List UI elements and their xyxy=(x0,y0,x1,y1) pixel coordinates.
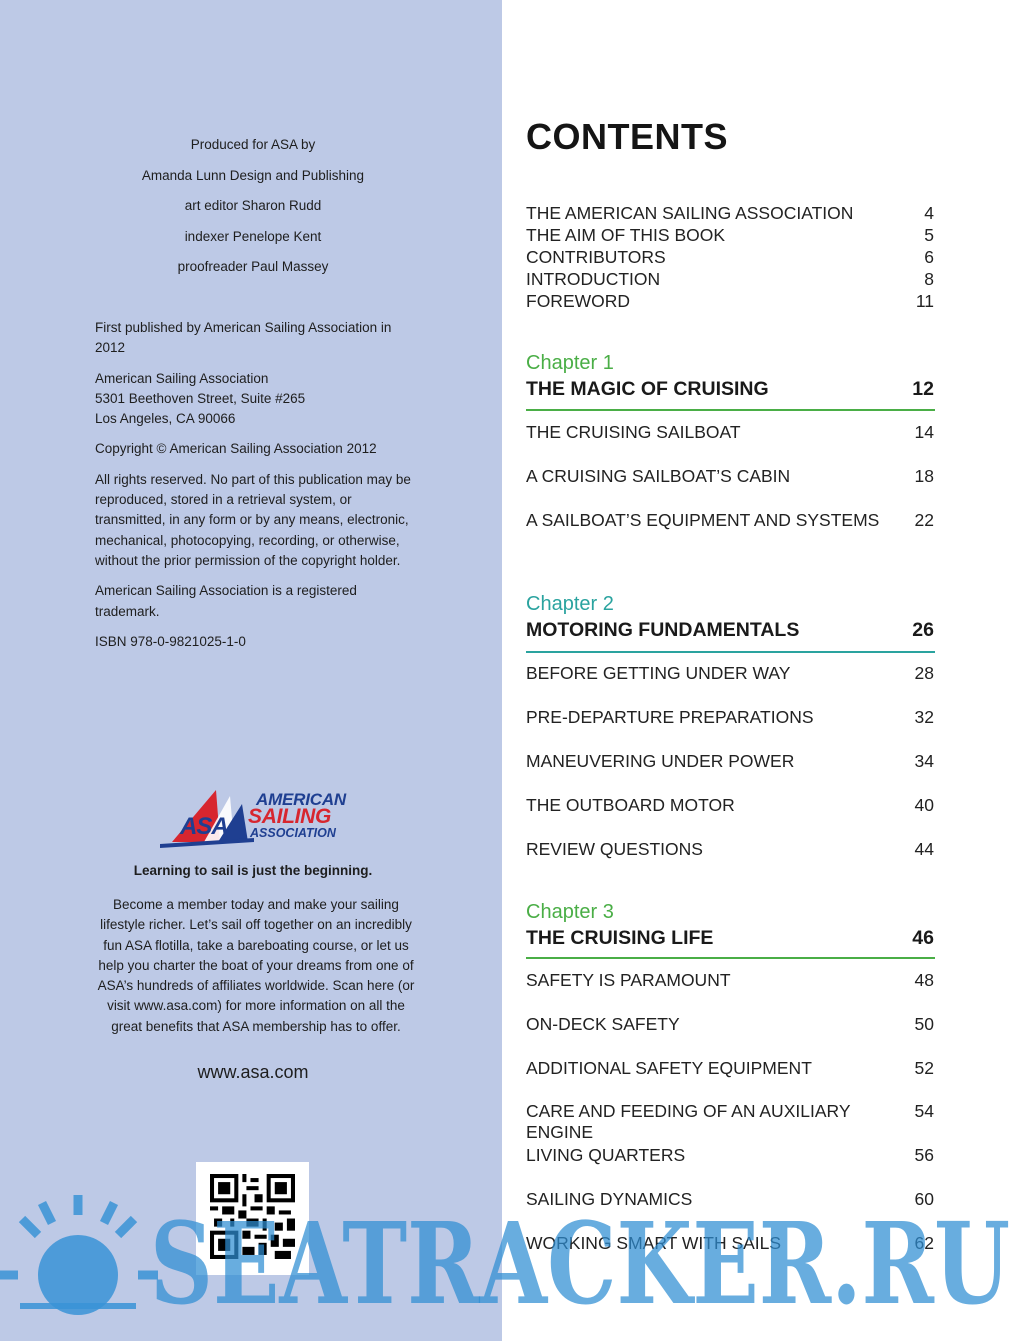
toc-entry-title: SAFETY IS PARAMOUNT xyxy=(526,970,731,990)
publication-info xyxy=(95,318,415,662)
toc-entry[interactable] xyxy=(526,839,934,860)
toc-entry-title: REVIEW QUESTIONS xyxy=(526,839,703,859)
chapter-page: 46 xyxy=(912,927,934,949)
toc-entry-page: 44 xyxy=(914,839,934,859)
toc-entry-page: 32 xyxy=(914,707,934,727)
chapter-page: 12 xyxy=(912,378,934,400)
toc-entry[interactable] xyxy=(526,1189,934,1210)
toc-item-title: THE AMERICAN SAILING ASSOCIATION xyxy=(526,203,854,223)
toc-entry[interactable] xyxy=(526,1145,934,1166)
toc-entry-title: THE CRUISING SAILBOAT xyxy=(526,422,741,442)
toc-entry-title: A CRUISING SAILBOAT’S CABIN xyxy=(526,466,791,486)
toc-entry-page: 40 xyxy=(914,795,934,815)
toc-entry-page: 28 xyxy=(914,663,934,683)
toc-entry[interactable] xyxy=(526,795,934,816)
logo-mark: ASA xyxy=(180,813,228,840)
qr-code-icon xyxy=(210,1174,295,1259)
toc-entry-title: CARE AND FEEDING OF AN AUXILIARY ENGINE xyxy=(526,1101,851,1142)
chapter-title: THE MAGIC OF CRUISING xyxy=(526,378,769,400)
toc-entry-title: ADDITIONAL SAFETY EQUIPMENT xyxy=(526,1058,812,1078)
address-line: Los Angeles, CA 90066 xyxy=(95,411,236,427)
credits-block xyxy=(30,130,476,283)
chapter-title: THE CRUISING LIFE xyxy=(526,927,714,949)
toc-entry-title: A SAILBOAT’S EQUIPMENT AND SYSTEMS xyxy=(526,510,880,530)
address-line: American Sailing Association xyxy=(95,370,269,386)
toc-entry-page: 18 xyxy=(914,466,934,486)
chapter-label: Chapter 1 xyxy=(526,352,614,374)
credit-art-editor: art editor Sharon Rudd xyxy=(184,198,322,213)
credit-produced: Produced for ASA by xyxy=(190,137,316,152)
chapter-title-row[interactable] xyxy=(526,927,934,956)
toc-entry-title: ON-DECK SAFETY xyxy=(526,1014,680,1034)
chapter-divider xyxy=(526,409,935,411)
toc-entry[interactable] xyxy=(526,422,934,443)
address-line: 5301 Beethoven Street, Suite #265 xyxy=(95,390,306,406)
credit-indexer: indexer Penelope Kent xyxy=(184,228,322,244)
chapter-title: MOTORING FUNDAMENTALS xyxy=(526,619,800,641)
toc-entry-title: LIVING QUARTERS xyxy=(526,1145,686,1165)
toc-item-page: 6 xyxy=(924,247,934,267)
toc-entry-page: 50 xyxy=(914,1014,934,1034)
toc-entry-page: 22 xyxy=(914,510,934,530)
chapter-label: Chapter 3 xyxy=(526,901,614,923)
toc-front-item[interactable] xyxy=(526,247,934,269)
promo-tagline: Learning to sail is just the beginning. xyxy=(133,863,373,878)
toc-entry[interactable] xyxy=(526,751,934,772)
rights-notice: All rights reserved. No part of this publication may be reproduced, stored in a retrieval system, or transmitted, in any form or by any means, electronic, mechanical, photocopying, recording, or otherwise, without the prior permission of the copyright holder. xyxy=(95,471,411,568)
credit-designer: Amanda Lunn Design and Publishing xyxy=(141,167,365,183)
toc-entry-title: SAILING DYNAMICS xyxy=(526,1189,693,1209)
toc-entry-page: 62 xyxy=(914,1233,934,1253)
chapter-divider xyxy=(526,651,935,653)
toc-item-title: FOREWORD xyxy=(526,291,631,311)
toc-entry-page: 56 xyxy=(914,1145,934,1165)
toc-entry-title: PRE-DEPARTURE PREPARATIONS xyxy=(526,707,814,727)
toc-entry-title: WORKING SMART WITH SAILS xyxy=(526,1233,782,1253)
publisher-address xyxy=(95,369,415,430)
logo-line-association: ASSOCIATION xyxy=(250,826,336,840)
logo-line-sailing: SAILING xyxy=(248,805,332,828)
toc-entry-page: 48 xyxy=(914,970,934,990)
contents-title: CONTENTS xyxy=(526,116,728,157)
toc-entry-page: 52 xyxy=(914,1058,934,1078)
toc-front-item[interactable] xyxy=(526,291,934,313)
toc-entry[interactable] xyxy=(526,1014,934,1035)
first-published: First published by American Sailing Association in 2012 xyxy=(95,320,392,356)
chapter-label: Chapter 2 xyxy=(526,593,614,615)
toc-front-item[interactable] xyxy=(526,269,934,291)
toc-entry-page: 34 xyxy=(914,751,934,771)
toc-entry-page: 14 xyxy=(914,422,934,442)
toc-front-item[interactable] xyxy=(526,203,934,225)
toc-entry[interactable] xyxy=(526,663,934,684)
toc-entry[interactable] xyxy=(526,1233,934,1254)
logo-line-american: AMERICAN xyxy=(256,790,347,809)
watermark-text: SEATRACKER.RU xyxy=(150,1199,1010,1330)
toc-entry[interactable] xyxy=(526,1058,934,1079)
copyright-notice: Copyright © American Sailing Association 2012 xyxy=(95,441,377,457)
toc-item-title: CONTRIBUTORS xyxy=(526,247,666,267)
toc-front-item[interactable] xyxy=(526,225,934,247)
isbn: ISBN 978-0-9821025-1-0 xyxy=(95,633,246,649)
toc-item-page: 11 xyxy=(915,291,934,311)
toc-item-page: 5 xyxy=(924,225,934,245)
qr-code[interactable] xyxy=(196,1162,309,1275)
chapter-divider xyxy=(526,957,935,959)
toc-item-title: INTRODUCTION xyxy=(526,269,661,289)
chapter-page: 26 xyxy=(912,619,934,641)
toc-entry-title: BEFORE GETTING UNDER WAY xyxy=(526,663,791,683)
chapter-title-row[interactable] xyxy=(526,378,934,407)
website-link[interactable]: www.asa.com xyxy=(197,1062,309,1082)
chapter-title-row[interactable] xyxy=(526,619,934,648)
toc-entry[interactable] xyxy=(526,970,934,991)
toc-entry-title: THE OUTBOARD MOTOR xyxy=(526,795,735,815)
promo-text: Become a member today and make your sailing lifestyle richer. Let’s sail off together on an incredibly fun ASA flotilla, take a bareboating course, or let us help you charter the boat of your dreams from one of ASA’s hundreds of affiliates worldwide. Scan here (or visit www.asa.com) for more information on all the great benefits that ASA membership has to offer. xyxy=(97,897,415,1034)
credit-proofreader: proofreader Paul Massey xyxy=(177,259,329,274)
toc-item-page: 8 xyxy=(924,269,934,289)
toc-entry[interactable] xyxy=(526,707,934,728)
toc-item-page: 4 xyxy=(924,203,934,223)
toc-entry[interactable] xyxy=(526,1101,934,1143)
toc-entry[interactable] xyxy=(526,510,934,531)
toc-entry-page: 54 xyxy=(914,1101,934,1121)
trademark-notice: American Sailing Association is a registered trademark. xyxy=(95,583,357,619)
toc-entry-title: MANEUVERING UNDER POWER xyxy=(526,751,795,771)
toc-entry[interactable] xyxy=(526,466,934,487)
asa-logo xyxy=(158,786,368,848)
toc-item-title: THE AIM OF THIS BOOK xyxy=(526,225,726,245)
toc-entry-page: 60 xyxy=(914,1189,934,1209)
